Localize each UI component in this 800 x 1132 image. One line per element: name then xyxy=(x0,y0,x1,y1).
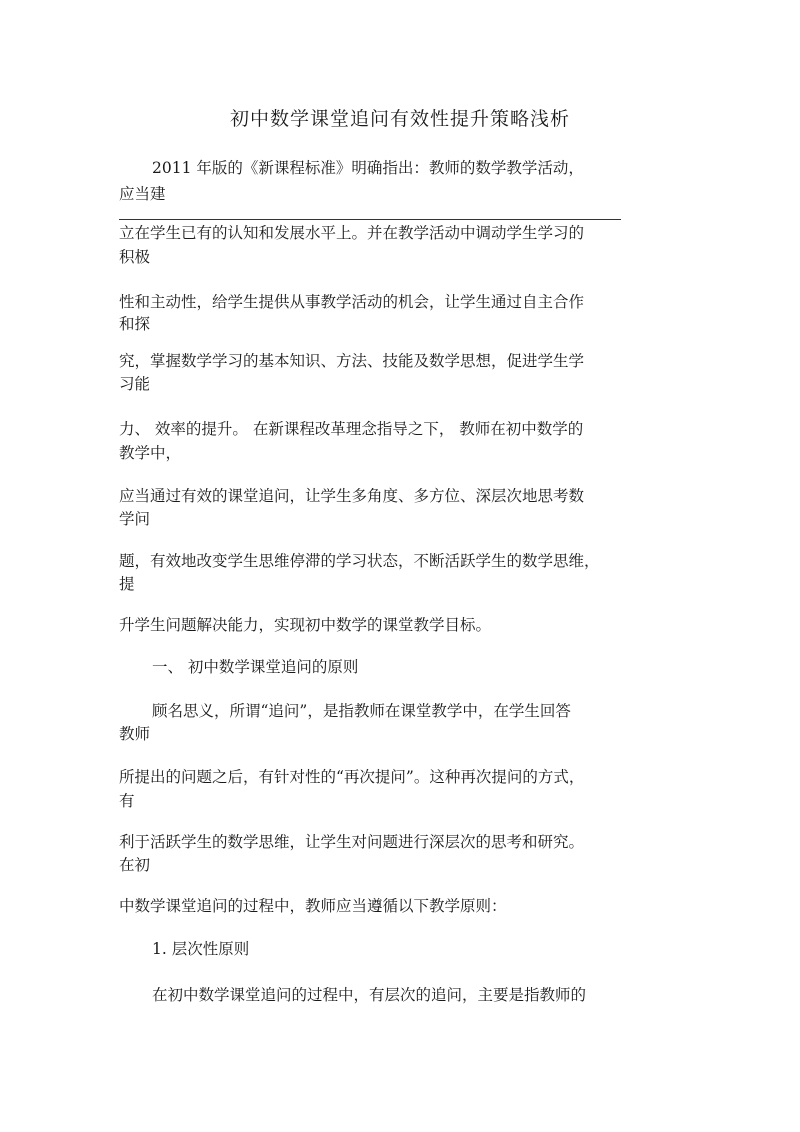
document-title: 初中数学课堂追问有效性提升策略浅析 xyxy=(229,108,570,130)
paragraph-line: 学问 xyxy=(119,510,151,528)
paragraph-line: 性和主动性，给学生提供从事教学活动的机会，让学生通过自主合作 xyxy=(119,293,585,311)
paragraph-line: 立在学生已有的认知和发展水平上。并在教学活动中调动学生学习的 xyxy=(119,224,585,242)
paragraph-line: 应当建 xyxy=(119,185,166,203)
paragraph-line: 教师 xyxy=(119,725,151,743)
section-heading: 一、 初中数学课堂追问的原则 xyxy=(152,658,359,676)
paragraph-line: 顾名思义，所谓“追问”，是指教师在课堂教学中，在学生回答 xyxy=(152,702,571,720)
paragraph-line: 中数学课堂追问的过程中，教师应当遵循以下教学原则： xyxy=(119,897,507,915)
paragraph-line: 利于活跃学生的数学思维，让学生对问题进行深层次的思考和研究。 xyxy=(119,833,585,851)
paragraph-line: 力、 效率的提升。 在新课程改革理念指导之下， 教师在初中数学的 xyxy=(119,420,584,438)
paragraph-line: 在初 xyxy=(119,856,151,874)
paragraph-line: 在初中数学课堂追问的过程中，有层次的追问，主要是指教师的 xyxy=(152,986,587,1004)
paragraph-line: 有 xyxy=(119,792,135,810)
subsection-heading: 1. 层次性原则 xyxy=(152,940,250,958)
paragraph-line: 升学生问题解决能力，实现初中数学的课堂教学目标。 xyxy=(119,616,492,634)
paragraph-line: 题，有效地改变学生思维停滞的学习状态，不断活跃学生的数学思维， xyxy=(119,552,600,570)
paragraph-line: 教学中， xyxy=(119,444,182,462)
paragraph-line: 和探 xyxy=(119,315,151,333)
paragraph-line: 2011 年版的《新课程标准》明确指出：教师的数学教学活动， xyxy=(152,159,584,177)
paragraph-line: 所提出的问题之后，有针对性的“再次提问”。这种再次提问的方式， xyxy=(119,768,585,786)
paragraph-line: 习能 xyxy=(119,375,151,393)
paragraph-line: 积极 xyxy=(119,248,151,266)
paragraph-line: 提 xyxy=(119,575,135,593)
horizontal-rule xyxy=(119,219,621,220)
paragraph-line: 应当通过有效的课堂追问，让学生多角度、多方位、深层次地思考数 xyxy=(119,487,585,505)
paragraph-line: 究，掌握数学学习的基本知识、方法、技能及数学思想，促进学生学 xyxy=(119,352,585,370)
